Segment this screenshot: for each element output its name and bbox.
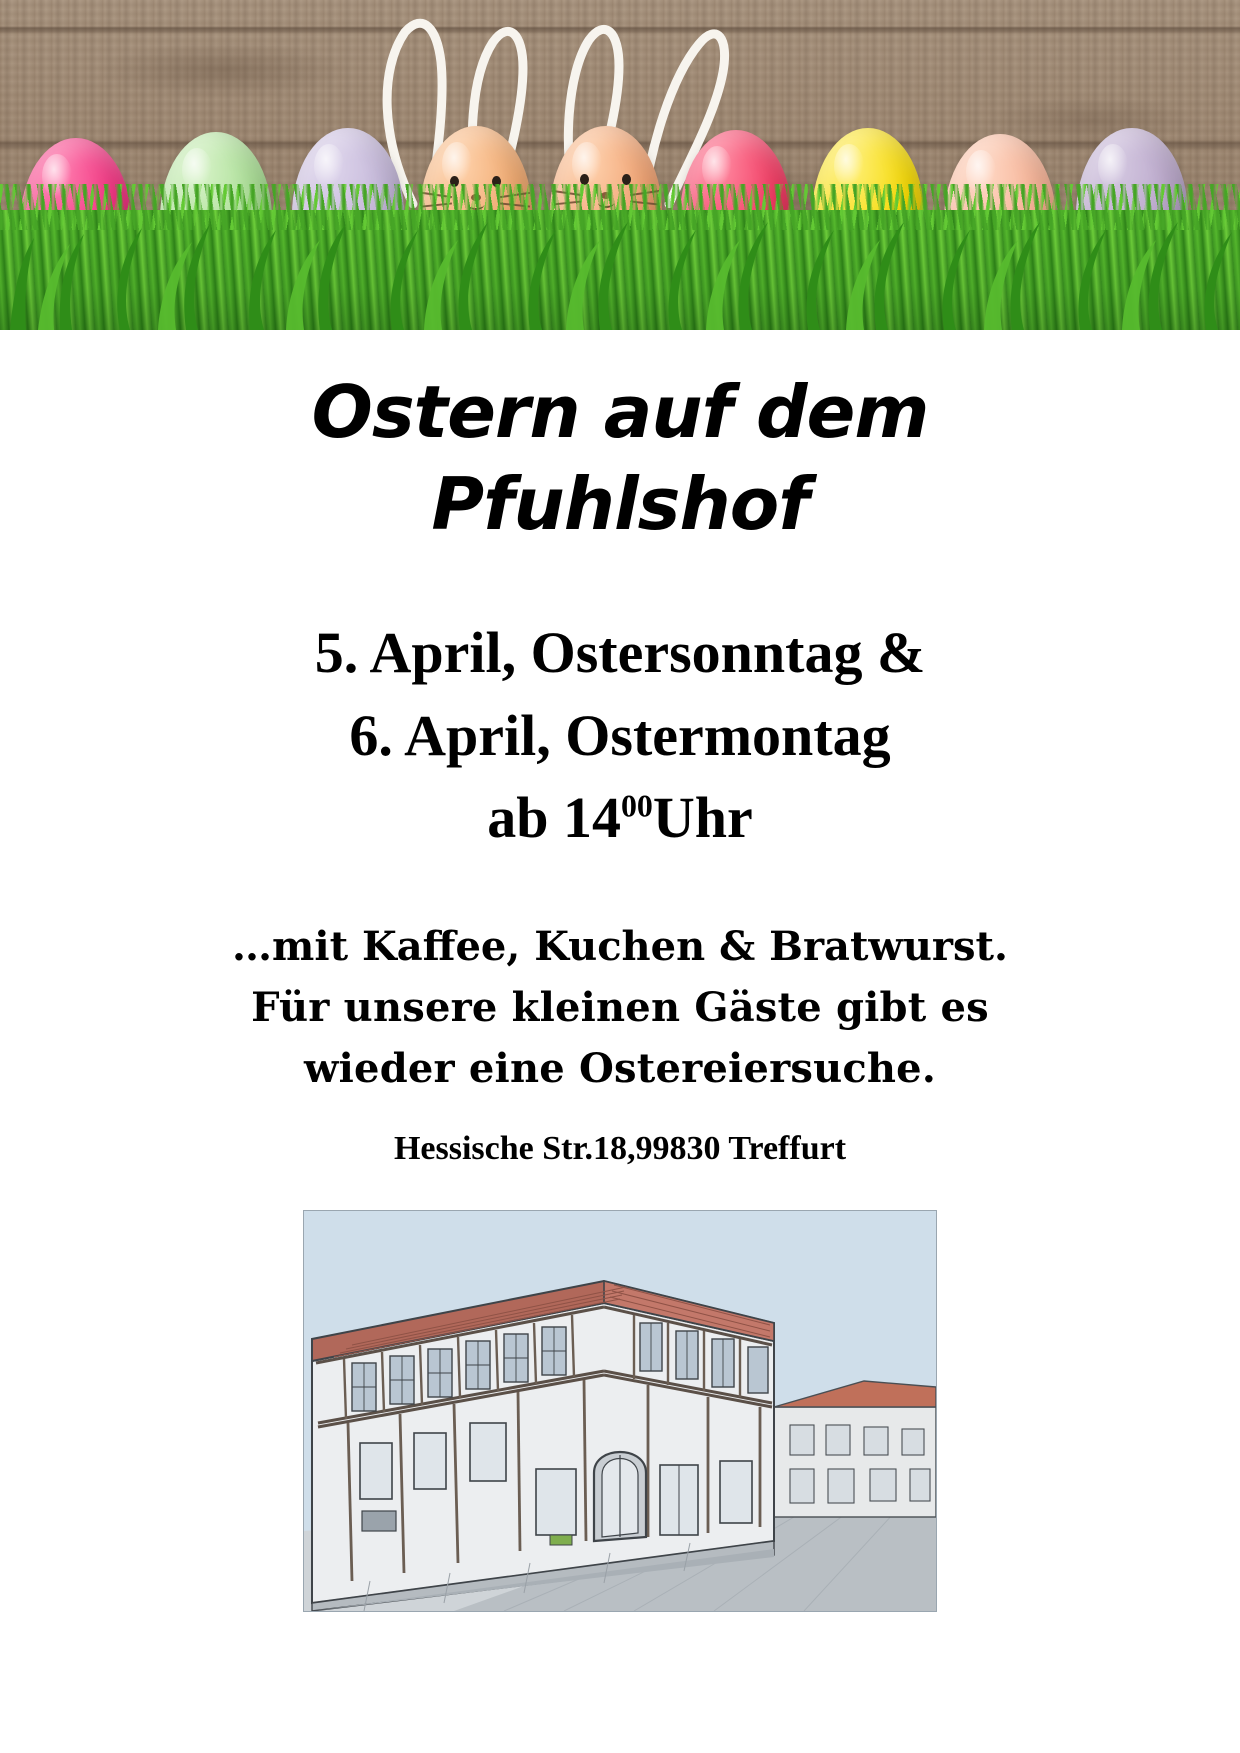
offer-line-1: …mit Kaffee, Kuchen & Bratwurst.: [232, 923, 1008, 971]
title-line-2: Pfuhlshof: [431, 462, 809, 547]
time-prefix: ab 14: [487, 785, 621, 851]
poster-body: [0, 330, 1240, 1612]
grass-strip: [0, 210, 1240, 330]
event-time: [0, 777, 1240, 859]
title-line-1: Ostern auf dem: [311, 370, 929, 454]
halftimbered-building-illustration-icon: [304, 1211, 936, 1611]
date-line-1: 5. April, Ostersonntag &: [314, 620, 926, 686]
hero-banner: [0, 0, 1240, 330]
date-line-2: 6. April, Ostermontag: [349, 702, 891, 768]
time-superscript: 00: [620, 788, 653, 824]
address-text: Hessische Str.18,99830 Treffurt: [393, 1129, 847, 1167]
offer-text: [0, 917, 1240, 1099]
event-dates: [0, 612, 1240, 859]
page-title: [0, 366, 1240, 550]
offer-line-3: wieder eine Ostereiersuche.: [304, 1044, 936, 1092]
pfuhlshof-building-photo: [303, 1210, 937, 1612]
offer-line-2: Für unsere kleinen Gäste gibt es: [251, 984, 989, 1032]
time-suffix: Uhr: [652, 785, 753, 851]
